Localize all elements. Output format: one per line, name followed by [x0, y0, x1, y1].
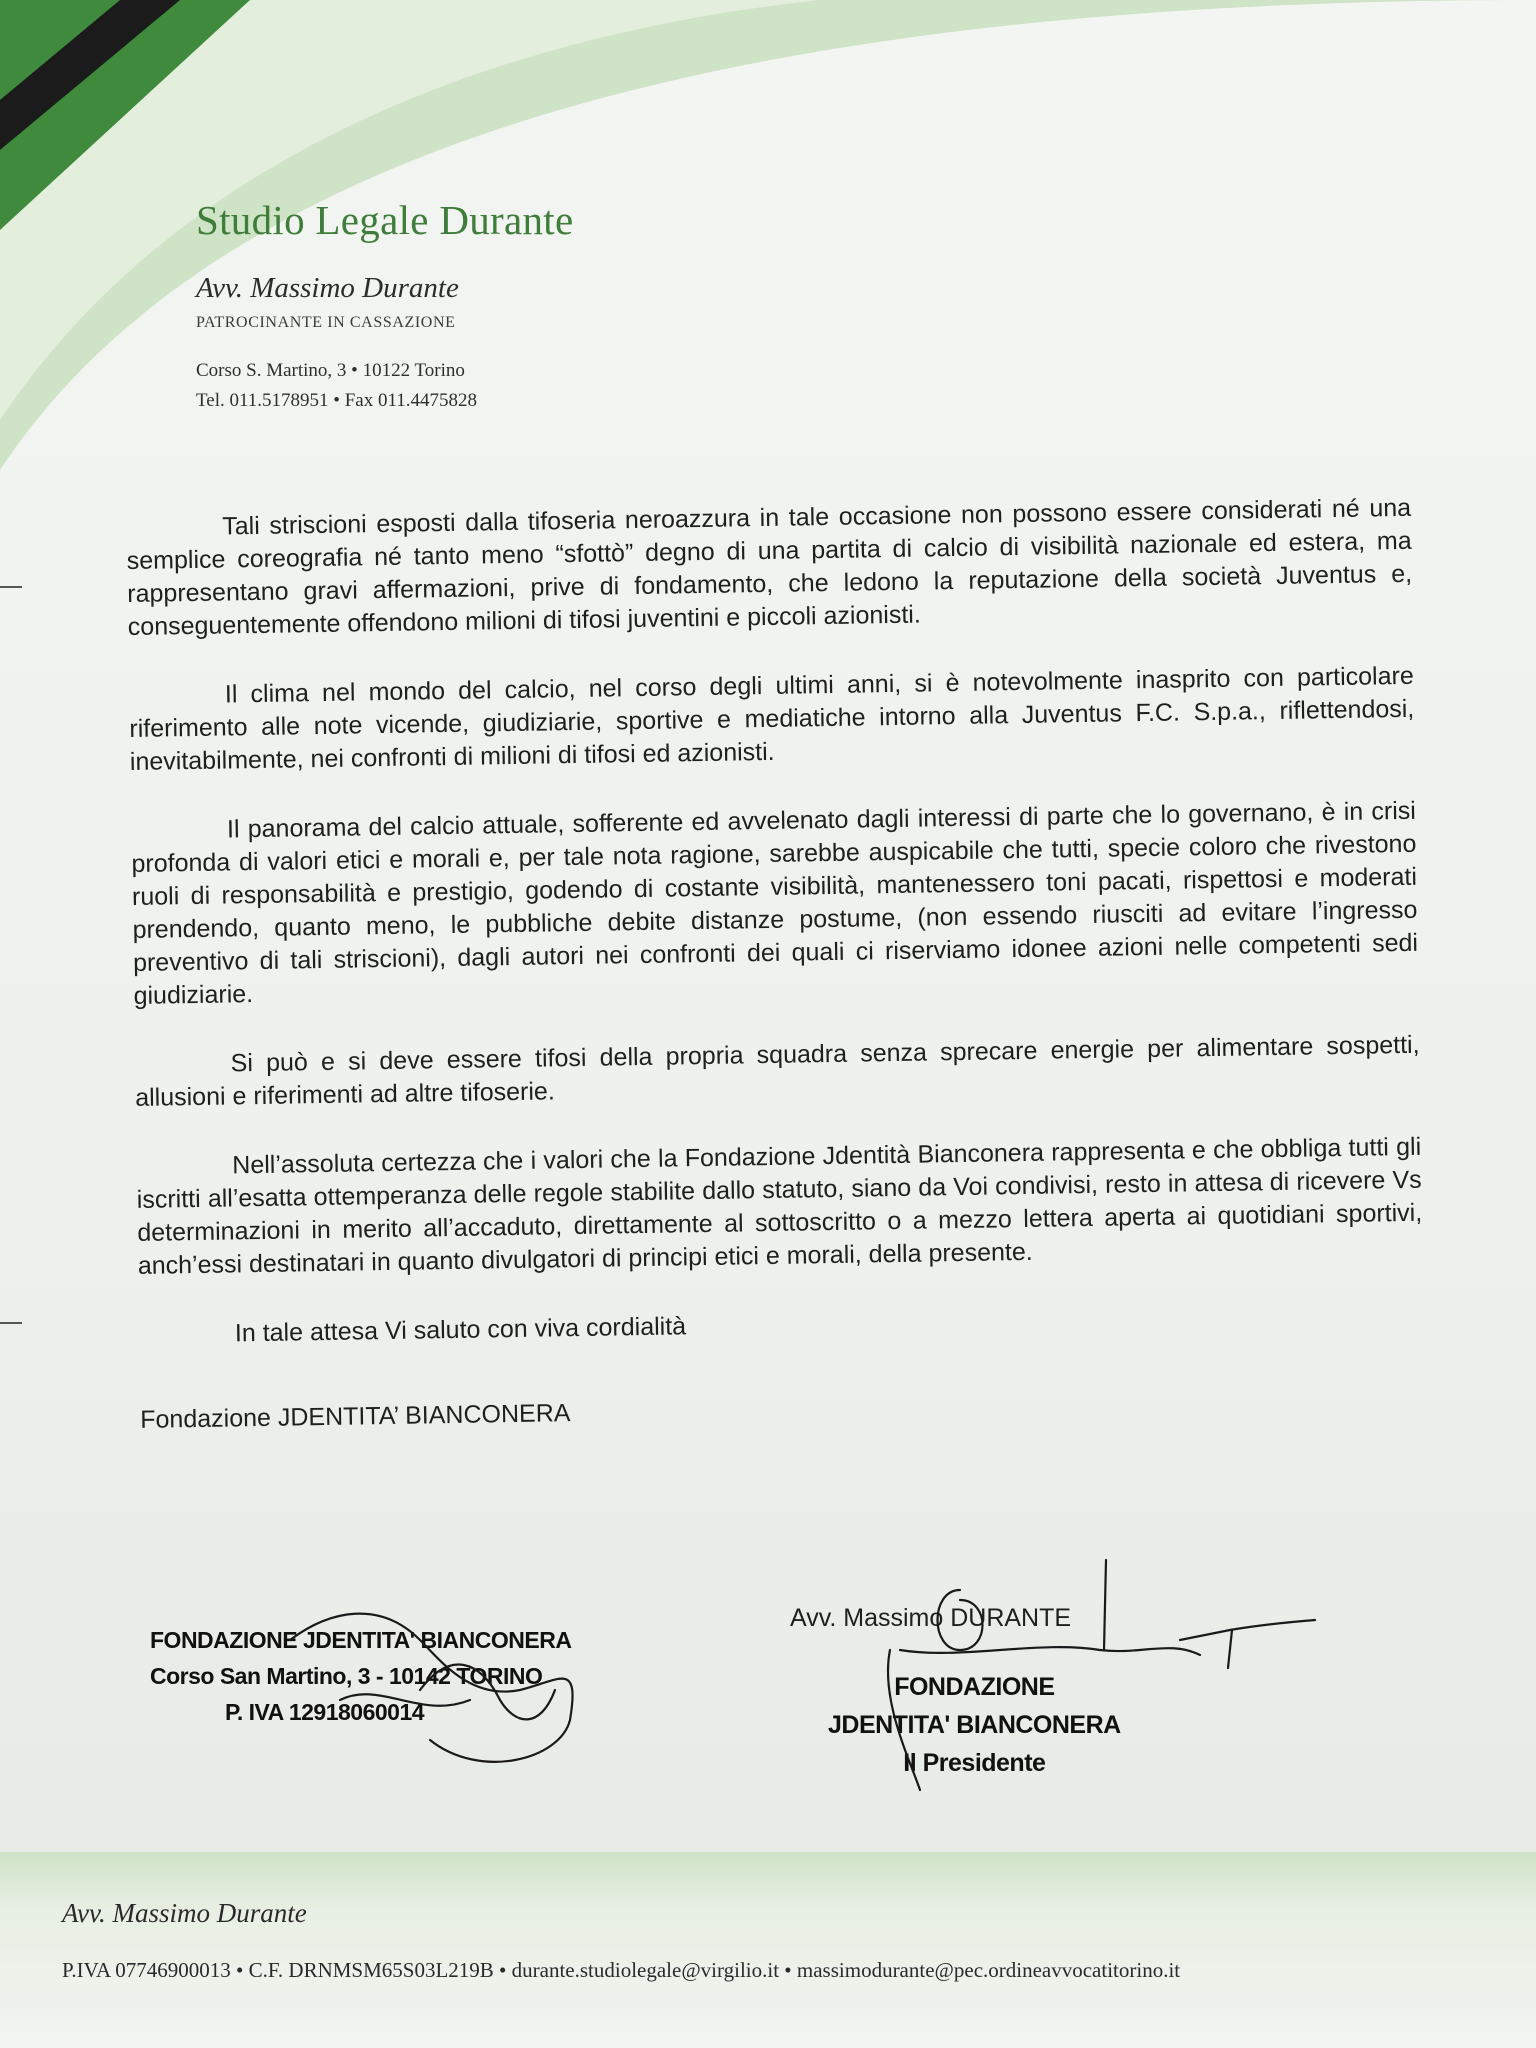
lawyer-title: PATROCINANTE IN CASSAZIONE — [196, 314, 456, 331]
address-line: Corso S. Martino, 3 • 10122 Torino — [196, 360, 465, 381]
body-paragraph: Tali striscioni esposti dalla tifoseria neroazzura in tale occasione non possono essere considerati né una semplice coreografia né tanto meno “sfottò” degno di una partita di calcio di visibilità nazionale ed estera, ma rappresentano gravi affermazioni, prive di fondamento, che ledono la reputazione della società Juventus e, conseguentemente offendono milioni di tifosi juventini e piccoli azionisti. — [126, 493, 1413, 641]
signatory-name: Avv. Massimo DURANTE — [790, 1604, 1072, 1632]
firm-name: Studio Legale Durante — [196, 197, 574, 243]
president-stamp — [828, 1668, 1121, 1782]
stamp-line: FONDAZIONE JDENTITA' BIANCONERA — [150, 1627, 572, 1653]
foundation-stamp — [150, 1622, 571, 1730]
footer-band — [0, 1852, 1536, 2048]
body-paragraph: Il clima nel mondo del calcio, nel corso degli ultimi anni, si è notevolmente inasprito con particolare riferimento alle note vicende, giudiziarie, sportive e mediatiche intorno alla Juventus F.C. S.p.a., riflettendosi, inevitabilmente, nei confronti di milioni di tifosi ed azionisti. — [129, 661, 1415, 776]
stamp-line: Corso San Martino, 3 - 10142 TORINO — [150, 1663, 543, 1689]
lawyer-name: Avv. Massimo Durante — [196, 272, 459, 304]
closing-line: In tale attesa Vi saluto con viva cordialità — [234, 1312, 687, 1348]
stamp-line: JDENTITA' BIANCONERA — [828, 1711, 1121, 1739]
letter-body — [126, 492, 1425, 1437]
stamp-line: Il Presidente — [903, 1749, 1046, 1777]
body-paragraph: Si può e si deve essere tifosi della propria squadra senza sprecare energie per alimentare sospetti, allusioni e riferimenti ad altre tifoserie. — [134, 1030, 1420, 1112]
body-paragraph: Il panorama del calcio attuale, sofferente ed avvelenato dagli interessi di parte che lo governano, è in crisi profonda di valori etici e morali e, per tale nota ragione, sarebbe auspicabile che tutti, specie coloro che rivestono ruoli di responsabilità e prestigio, godendo di costante visibilità, mantenessero toni pacati, rispettosi e moderati prendendo, quanto meno, le pubbliche debite distanze postume, (non essendo riusciti ad evitare l’ingresso preventivo di tali striscioni), dagli autori nei confronti dei quali ci riserviamo idonee azioni nelle competenti sedi giudiziarie. — [131, 796, 1419, 1010]
footer-contact-info: P.IVA 07746900013 • C.F. DRNMSM65S03L219B • durante.studiolegale@virgilio.it • massimodurante@pec.ordineavvocatitorino.it — [62, 1958, 1181, 1982]
phone-fax-line: Tel. 011.5178951 • Fax 011.4475828 — [196, 390, 477, 411]
margin-fold-mark — [0, 586, 22, 588]
footer-lawyer-name: Avv. Massimo Durante — [62, 1898, 307, 1928]
stamp-line: FONDAZIONE — [894, 1673, 1055, 1701]
signoff-line: Fondazione JDENTITA’ BIANCONERA — [140, 1399, 571, 1434]
stamp-line: P. IVA 12918060014 — [225, 1699, 425, 1725]
margin-fold-mark — [0, 1322, 22, 1324]
body-paragraph: Nell’assoluta certezza che i valori che la Fondazione Jdentità Bianconera rappresenta e che obbliga tutti gli iscritti all’esatta ottemperanza delle regole stabilite dallo statuto, siano da Voi condivisi, resto in attesa di ricevere Vs determinazioni in merito all’accaduto, direttamente al sottoscritto o a mezzo lettera aperta ai quotidiani sportivi, anch’essi destinatari in quanto divulgatori di principi etici e morali, della presente. — [136, 1132, 1423, 1280]
